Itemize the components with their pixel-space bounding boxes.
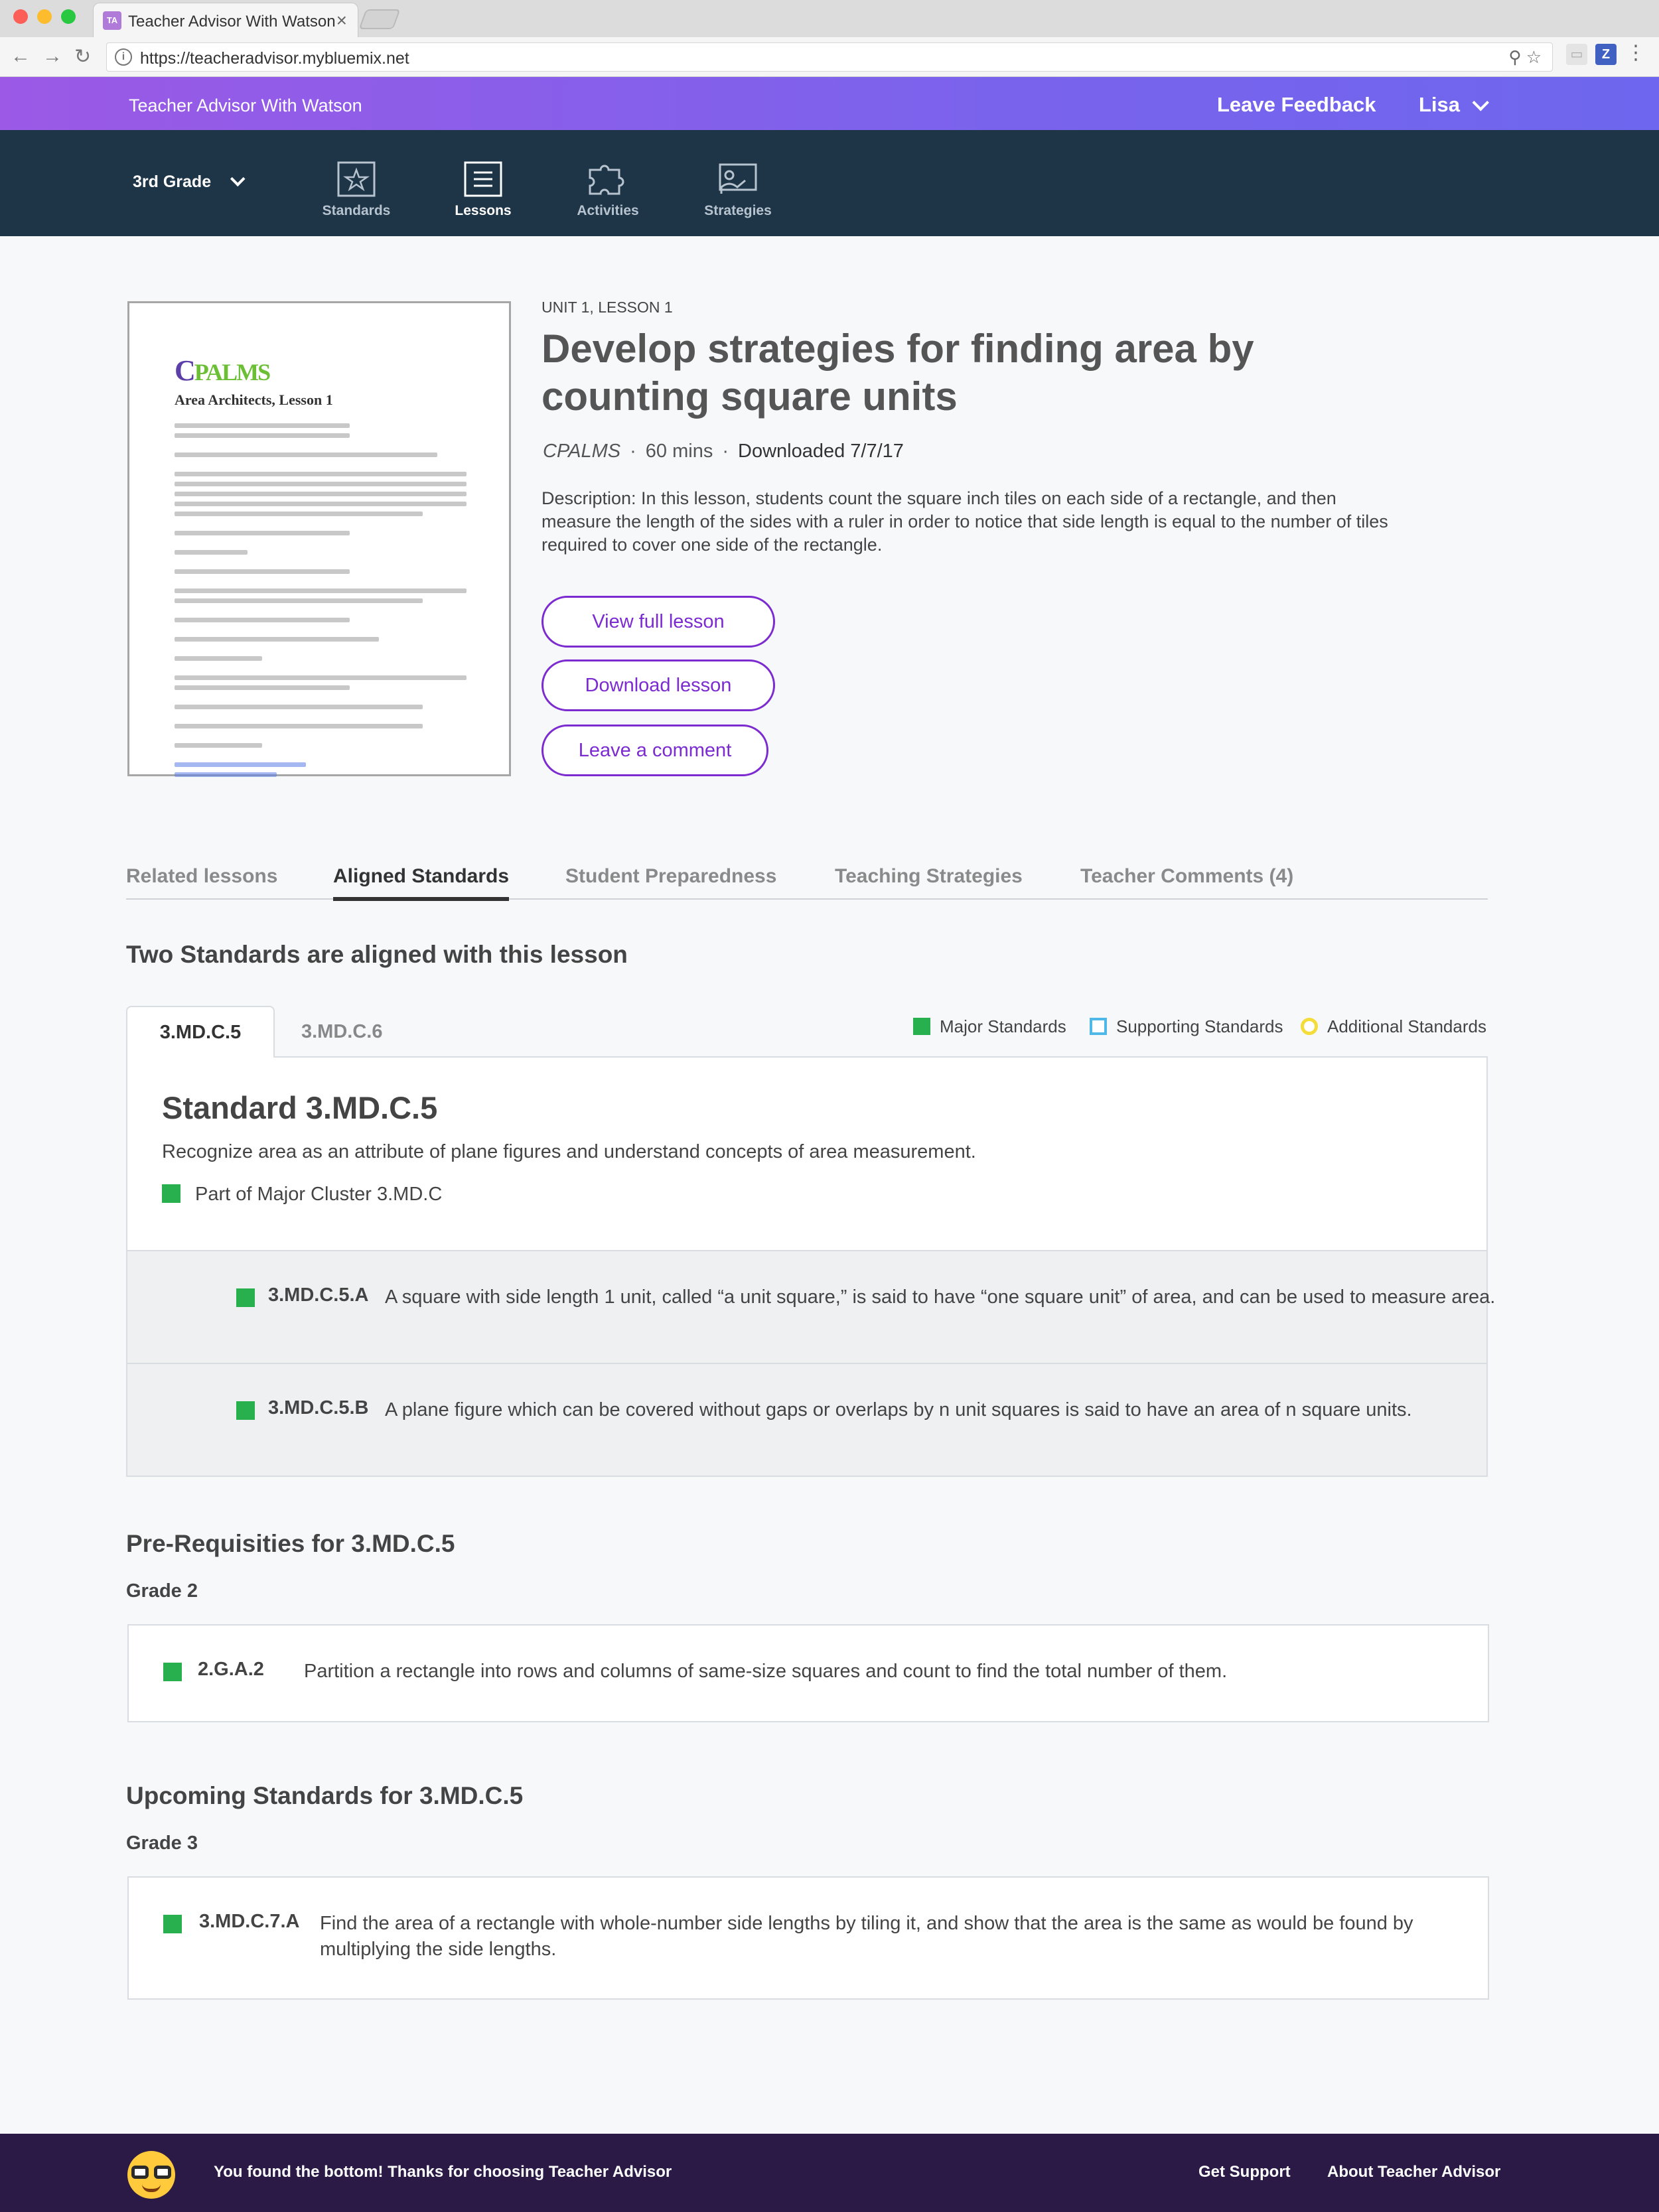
main-nav — [0, 130, 1659, 236]
document-icon — [463, 161, 503, 198]
major-square-icon — [163, 1915, 182, 1933]
chevron-down-icon — [230, 171, 246, 186]
browser-menu-icon[interactable]: ⋮ — [1626, 42, 1646, 64]
leave-feedback-link[interactable]: Leave Feedback — [1217, 93, 1376, 116]
back-icon[interactable]: ← — [11, 45, 31, 67]
minimize-window-button[interactable] — [37, 9, 52, 24]
prereq-heading: Pre-Requisities for 3.MD.C.5 — [126, 1530, 455, 1557]
lesson-thumbnail[interactable] — [127, 301, 511, 776]
close-tab-icon[interactable]: × — [336, 10, 347, 31]
major-square-icon — [162, 1184, 180, 1203]
standard-tab-3mdc5[interactable]: 3.MD.C.5 — [126, 1006, 275, 1058]
standard-card — [126, 1056, 1488, 1251]
nav-strategies-label: Strategies — [704, 203, 772, 218]
major-square-icon — [236, 1288, 255, 1307]
nav-activities[interactable] — [561, 161, 654, 219]
standard-cluster: Part of Major Cluster 3.MD.C — [162, 1184, 442, 1206]
thumbnail-document — [175, 354, 467, 777]
nav-activities-label: Activities — [577, 203, 639, 218]
extension-icon[interactable]: ▭ — [1566, 44, 1587, 65]
nav-standards-label: Standards — [322, 203, 391, 218]
chevron-down-icon — [1473, 94, 1489, 111]
upcoming-code: 3.MD.C.7.A — [199, 1911, 300, 1932]
new-tab-button[interactable] — [359, 9, 401, 29]
leave-comment-button[interactable]: Leave a comment — [541, 725, 768, 776]
prereq-code: 2.G.A.2 — [198, 1659, 264, 1680]
url-text[interactable]: https://teacheradvisor.mybluemix.net — [140, 49, 409, 68]
standard-description: Recognize area as an attribute of plane figures and understand concepts of area measurement. — [162, 1141, 976, 1162]
grade-dropdown[interactable] — [133, 173, 240, 192]
tab-teaching-strategies[interactable]: Teaching Strategies — [835, 865, 1023, 887]
nav-standards[interactable] — [310, 161, 403, 219]
aligned-heading: Two Standards are aligned with this lesson — [126, 941, 628, 968]
info-icon[interactable]: i — [115, 48, 132, 66]
nerd-face-icon — [127, 2151, 175, 2199]
forward-icon[interactable]: → — [42, 45, 62, 67]
upcoming-heading: Upcoming Standards for 3.MD.C.5 — [126, 1782, 524, 1809]
nav-strategies[interactable] — [691, 161, 784, 219]
browser-tab[interactable] — [93, 3, 358, 37]
address-bar[interactable] — [106, 42, 1553, 72]
supporting-swatch-icon — [1090, 1018, 1107, 1035]
cpalms-logo: CPALMS — [175, 354, 270, 387]
upcoming-text: Find the area of a rectangle with whole-number side lengths by tiling it, and show that the area is the same as would be found by multiplying the side lengths. — [320, 1913, 1413, 1960]
tab-student-preparedness[interactable]: Student Preparedness — [565, 865, 777, 887]
sub-standard-row — [126, 1364, 1488, 1477]
about-link[interactable]: About Teacher Advisor — [1327, 2163, 1501, 2181]
grade-label: 3rd Grade — [133, 173, 212, 191]
browser-tab-title: Teacher Advisor With Watson — [128, 13, 336, 31]
standard-tab-3mdc6[interactable]: 3.MD.C.6 — [301, 1021, 383, 1042]
sub-standard-row — [126, 1251, 1496, 1364]
presenter-icon — [716, 161, 760, 198]
sub-standard-text: A plane figure which can be covered without gaps or overlaps by n unit squares is said to have an area of n square units. — [385, 1399, 1412, 1420]
tab-teacher-comments[interactable]: Teacher Comments (4) — [1080, 865, 1294, 887]
sub-standard-code: 3.MD.C.5.A — [268, 1284, 369, 1306]
upcoming-grade: Grade 3 — [126, 1832, 198, 1854]
puzzle-icon — [586, 161, 630, 198]
lesson-title: Develop strategies for finding area by counting square units — [541, 326, 1254, 419]
reload-icon[interactable]: ↻ — [74, 46, 92, 68]
favicon-icon: TA — [103, 11, 121, 30]
prereq-text: Partition a rectangle into rows and columns of same-size squares and count to find the total number of them. — [304, 1661, 1228, 1682]
lesson-description: Description: In this lesson, students count the square inch tiles on each side of a rectangle, and then measure the length of the sides with a ruler in order to notice that side length is equal to the number of tiles required to cover one side of the rectangle. — [541, 488, 1388, 555]
app-title[interactable]: Teacher Advisor With Watson — [129, 96, 362, 115]
bookmark-star-icon[interactable]: ⚲ ☆ — [1508, 47, 1542, 67]
lesson-meta: CPALMS · 60 mins · Downloaded 7/7/17 — [543, 441, 904, 462]
legend-supporting: Supporting Standards — [1090, 1016, 1283, 1037]
lesson-duration: 60 mins — [645, 441, 713, 462]
view-full-lesson-button[interactable]: View full lesson — [541, 596, 775, 648]
maximize-window-button[interactable] — [61, 9, 76, 24]
zotero-extension-icon[interactable]: Z — [1595, 44, 1617, 65]
app-header — [0, 77, 1659, 130]
footer-message: You found the bottom! Thanks for choosing Teacher Advisor — [214, 2163, 672, 2181]
lesson-source: CPALMS — [543, 441, 621, 462]
standard-title: Standard 3.MD.C.5 — [162, 1090, 438, 1125]
prereq-standard-box[interactable] — [127, 1624, 1489, 1722]
thumbnail-doc-title: Area Architects, Lesson 1 — [175, 391, 333, 408]
sub-standard-code: 3.MD.C.5.B — [268, 1397, 369, 1418]
tab-aligned-standards[interactable]: Aligned Standards — [333, 865, 509, 901]
nav-lessons[interactable] — [437, 161, 530, 219]
get-support-link[interactable]: Get Support — [1198, 2163, 1291, 2181]
lesson-tabs — [126, 860, 1488, 900]
download-lesson-button[interactable]: Download lesson — [541, 659, 775, 711]
major-swatch-icon — [913, 1018, 930, 1035]
footer — [0, 2134, 1659, 2212]
prereq-grade: Grade 2 — [126, 1580, 198, 1602]
legend-major: Major Standards — [913, 1016, 1066, 1037]
additional-swatch-icon — [1301, 1018, 1318, 1035]
close-window-button[interactable] — [13, 9, 28, 24]
user-menu[interactable] — [1419, 93, 1484, 117]
legend-additional: Additional Standards — [1301, 1016, 1486, 1037]
major-square-icon — [236, 1401, 255, 1420]
browser-tabstrip — [0, 0, 1659, 37]
upcoming-standard-box[interactable] — [127, 1876, 1489, 2000]
lesson-downloaded: Downloaded 7/7/17 — [738, 441, 904, 462]
star-icon — [336, 161, 376, 198]
nav-lessons-label: Lessons — [455, 203, 512, 218]
user-name: Lisa — [1419, 93, 1461, 116]
browser-toolbar — [0, 37, 1659, 77]
major-square-icon — [163, 1663, 182, 1681]
sub-standard-text: A square with side length 1 unit, called “a unit square,” is said to have “one square unit” of area, and can be used to measure area. — [385, 1286, 1496, 1308]
tab-related-lessons[interactable]: Related lessons — [126, 865, 278, 887]
unit-lesson-label: UNIT 1, LESSON 1 — [541, 299, 673, 316]
